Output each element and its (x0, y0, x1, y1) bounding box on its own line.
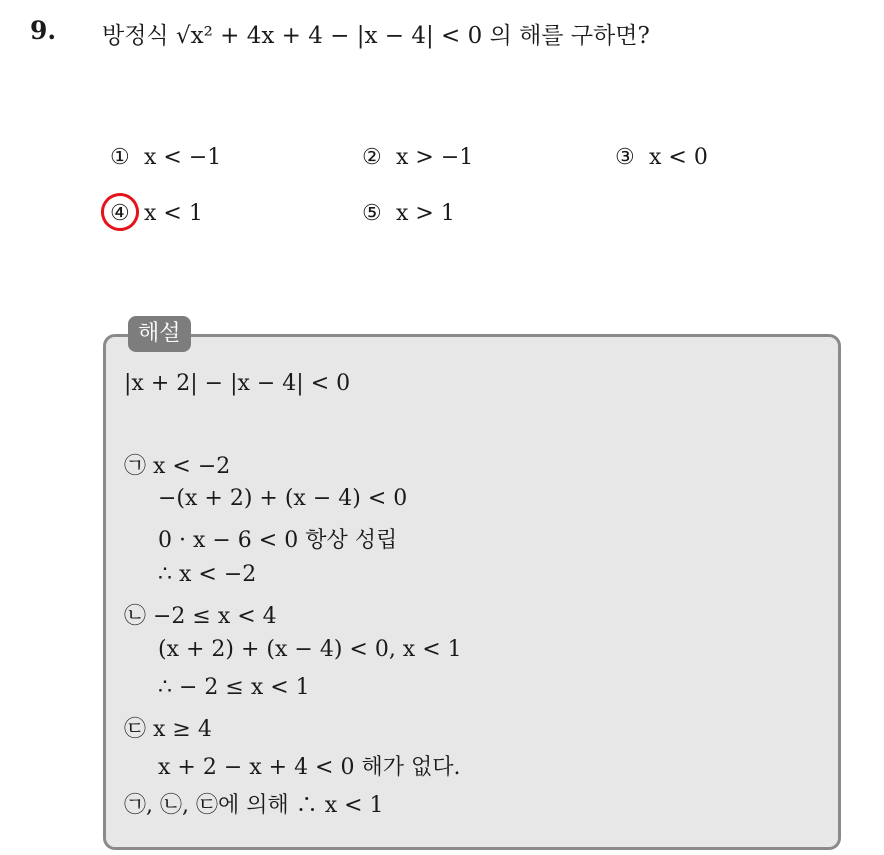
choice-2-text: x > −1 (396, 145, 474, 170)
choice-2[interactable] (362, 145, 473, 170)
choice-5[interactable] (362, 201, 455, 226)
choice-1-text: x < −1 (144, 145, 222, 170)
choice-1-marker: ① (110, 145, 130, 170)
solution-line: x + 2 − x + 4 < 0 해가 없다. (158, 755, 461, 780)
question-number: 9. (30, 16, 57, 45)
choice-4-text: x < 1 (144, 201, 203, 226)
choice-5-marker: ⑤ (362, 201, 382, 226)
choice-1[interactable] (110, 145, 221, 170)
solution-line: 0 · x − 6 < 0 항상 성립 (158, 528, 398, 553)
solution-tag: 해설 (128, 316, 191, 352)
solution-line: ∴ x < −2 (158, 562, 257, 587)
solution-line: |x + 2| − |x − 4| < 0 (124, 371, 351, 396)
solution-line: (x + 2) + (x − 4) < 0, x < 1 (158, 637, 462, 662)
choice-3[interactable] (615, 145, 708, 170)
solution-line: ㉠, ㉡, ㉢에 의해 ∴ x < 1 (124, 793, 384, 818)
solution-line: −(x + 2) + (x − 4) < 0 (158, 486, 408, 511)
solution-line: ㉡ −2 ≤ x < 4 (124, 604, 277, 629)
solution-line: ∴ − 2 ≤ x < 1 (158, 675, 310, 700)
choice-3-text: x < 0 (649, 145, 708, 170)
choice-2-marker: ② (362, 145, 382, 170)
question-stem: 방정식 √x² + 4x + 4 − |x − 4| < 0 의 해를 구하면? (102, 23, 650, 49)
solution-line: ㉢ x ≥ 4 (124, 717, 212, 742)
choice-3-marker: ③ (615, 145, 635, 170)
solution-line: ㉠ x < −2 (124, 454, 231, 479)
answer-circle-mark (97, 189, 142, 234)
choice-5-text: x > 1 (396, 201, 455, 226)
choice-4-marker: ④ (110, 201, 130, 226)
